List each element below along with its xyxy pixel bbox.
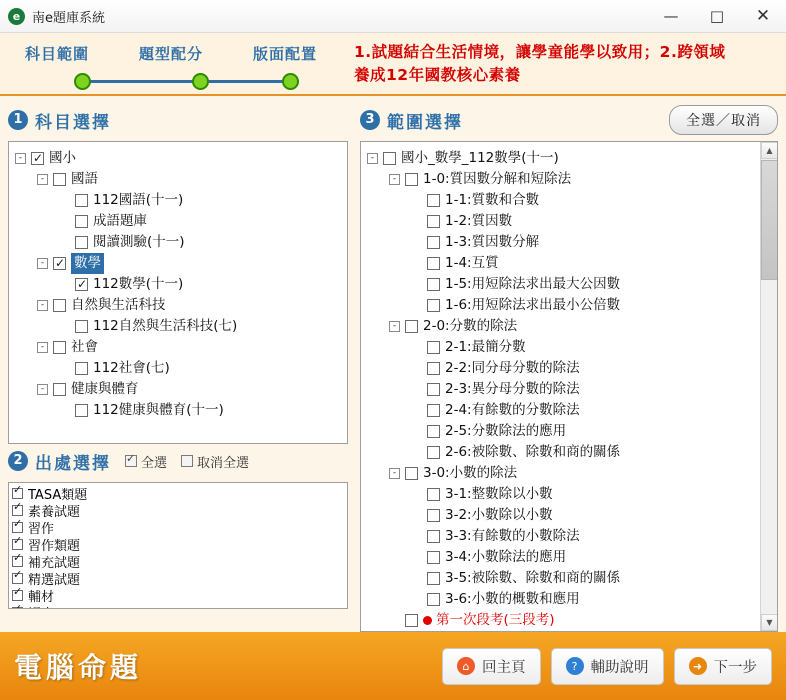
range-tree-panel[interactable]: [360, 141, 778, 632]
range-tree-item-checkbox[interactable]: [427, 257, 440, 270]
tree-line-icon: [59, 195, 70, 206]
range-tree-item-label: 3-2:小數除以小數: [445, 507, 553, 523]
step-track: [82, 80, 290, 83]
source-list-item-checkbox[interactable]: [12, 573, 23, 584]
range-tree-item-node[interactable]: [367, 400, 773, 421]
tree-line-icon: [59, 321, 70, 332]
main-content: [0, 97, 786, 632]
range-tree-item-checkbox[interactable]: [383, 152, 396, 165]
speech-bubble-icon: ?: [566, 657, 584, 675]
range-tree-item-label: 1-3:質因數分解: [445, 234, 540, 250]
range-tree-item-label: 2-5:分數除法的應用: [445, 423, 567, 439]
subject-tree-item-checkbox[interactable]: [53, 299, 66, 312]
subject-tree-item-checkbox[interactable]: [75, 194, 88, 207]
range-tree-item-checkbox[interactable]: [427, 425, 440, 438]
range-tree-item-label: 1-2:質因數: [445, 213, 513, 229]
range-tree-item-node[interactable]: [367, 442, 773, 463]
range-section-header: [360, 103, 778, 137]
expander-icon[interactable]: -: [389, 174, 400, 185]
subject-section-header: [8, 103, 348, 137]
expander-icon[interactable]: -: [389, 321, 400, 332]
range-tree-item-label: 2-6:被除數、除數和商的關係: [445, 444, 621, 460]
range-tree-item-node[interactable]: [367, 358, 773, 379]
source-list-item[interactable]: [12, 519, 347, 536]
range-section-number: 3: [360, 110, 380, 130]
subject-tree-item-label: 112數學(十一): [93, 276, 184, 292]
subject-tree-item-node[interactable]: [15, 295, 343, 316]
tree-line-icon: [389, 615, 400, 626]
source-list-item[interactable]: [12, 604, 347, 609]
subject-tree-item-node[interactable]: [15, 316, 343, 337]
range-tree-item-checkbox[interactable]: [427, 194, 440, 207]
source-list-item[interactable]: [12, 485, 347, 502]
minimize-button[interactable]: —: [663, 7, 679, 25]
range-tree-item-checkbox[interactable]: [427, 530, 440, 543]
range-tree-item-checkbox[interactable]: [427, 488, 440, 501]
range-tree[interactable]: [361, 142, 777, 631]
close-button[interactable]: ✕: [755, 6, 771, 26]
expander-icon[interactable]: -: [367, 153, 378, 164]
range-tree-item-node[interactable]: [367, 316, 773, 337]
range-tree-item-label: 2-1:最簡分數: [445, 339, 526, 355]
range-tree-item-label: 1-6:用短除法求出最小公倍數: [445, 297, 621, 313]
subject-tree-item-checkbox[interactable]: [31, 152, 44, 165]
title-bar: [0, 0, 786, 33]
subject-tree-item-node[interactable]: [15, 253, 343, 274]
subject-tree-item-checkbox[interactable]: [75, 215, 88, 228]
source-list-item-checkbox[interactable]: [12, 522, 23, 533]
range-tree-item-node[interactable]: [367, 148, 773, 169]
arrow-right-icon: ➜: [689, 657, 707, 675]
tree-line-icon: [411, 363, 422, 374]
expander-icon[interactable]: -: [15, 153, 26, 164]
source-select-all-label: 全選: [141, 455, 168, 471]
subject-tree-item-checkbox[interactable]: [53, 257, 66, 270]
subject-tree-item-node[interactable]: [15, 274, 343, 295]
range-tree-item-checkbox[interactable]: [405, 467, 418, 480]
source-list-item-checkbox[interactable]: [12, 505, 23, 516]
window-title: 南e題庫系統: [32, 10, 105, 26]
source-deselect-all-checkbox[interactable]: [181, 455, 193, 467]
range-tree-item-label: 3-1:整數除以小數: [445, 486, 553, 502]
right-column: [360, 103, 778, 632]
help-button-label: 輔助說明: [590, 659, 649, 676]
range-tree-item-label: 2-0:分數的除法: [423, 318, 518, 334]
subject-tree-item-node[interactable]: [15, 358, 343, 379]
subject-tree-item-label: 112社會(七): [93, 360, 170, 376]
range-tree-item-node[interactable]: [367, 589, 773, 610]
step-label-2[interactable]: 題型配分: [138, 45, 203, 63]
source-select-all[interactable]: [125, 452, 167, 471]
range-tree-item-label: 3-5:被除數、除數和商的關係: [445, 570, 621, 586]
subject-tree-item-node[interactable]: [15, 169, 343, 190]
next-step-button[interactable]: [674, 648, 773, 685]
range-tree-item-node[interactable]: [367, 421, 773, 442]
source-section-number: 2: [8, 451, 28, 471]
source-list-item[interactable]: [12, 536, 347, 553]
subject-tree-item-label: 成語題庫: [93, 213, 147, 229]
step-dot-3[interactable]: [282, 73, 299, 90]
subject-tree-item-label: 國小: [49, 150, 76, 166]
range-tree-item-label: 1-5:用短除法求出最大公因數: [445, 276, 621, 292]
range-toggle-all-button[interactable]: 全選／取消: [669, 105, 778, 135]
range-tree-item-checkbox[interactable]: [405, 173, 418, 186]
source-list-item[interactable]: [12, 570, 347, 587]
subject-tree-item-checkbox[interactable]: [75, 404, 88, 417]
source-list[interactable]: [12, 485, 347, 609]
footer-title: 電腦命題: [14, 651, 143, 684]
source-list-item-checkbox[interactable]: [12, 556, 23, 567]
subject-tree-item-node[interactable]: [15, 211, 343, 232]
range-tree-item-node[interactable]: [367, 190, 773, 211]
source-list-item-checkbox[interactable]: [12, 539, 23, 550]
source-list-item-label: 精選試題: [28, 573, 81, 588]
subject-tree-item-label: 112健康與體育(十一): [93, 402, 224, 418]
source-list-item-label: 補充試題: [28, 556, 81, 571]
red-dot-icon: [423, 616, 432, 625]
step-label-3[interactable]: 版面配置: [252, 45, 317, 63]
range-tree-item-label: 1-1:質數和合數: [445, 192, 540, 208]
scroll-up-arrow-icon[interactable]: ▲: [761, 142, 778, 159]
subject-tree-item-checkbox[interactable]: [75, 236, 88, 249]
maximize-button[interactable]: □: [709, 7, 725, 25]
range-tree-item-checkbox[interactable]: [427, 299, 440, 312]
subject-tree-item-node[interactable]: [15, 379, 343, 400]
tree-line-icon: [411, 552, 422, 563]
scrollbar-thumb[interactable]: [761, 160, 778, 280]
source-list-item[interactable]: [12, 553, 347, 570]
subject-tree-item-label: 國語: [71, 171, 98, 187]
range-tree-item-node[interactable]: [367, 337, 773, 358]
range-tree-scrollbar[interactable]: [760, 142, 777, 631]
subject-tree-item-label: 數學: [71, 253, 104, 274]
subject-tree-item-node[interactable]: [15, 337, 343, 358]
subject-tree-item-node[interactable]: [15, 190, 343, 211]
range-tree-item-node[interactable]: [367, 484, 773, 505]
subject-tree-item-node[interactable]: [15, 232, 343, 253]
range-section-title: 範圍選擇: [387, 112, 463, 133]
range-tree-item-label: 第一次段考(三段考): [436, 612, 555, 628]
source-list-item-label: 習作: [28, 522, 55, 537]
range-tree-item-node[interactable]: [367, 505, 773, 526]
tree-line-icon: [411, 489, 422, 500]
tree-line-icon: [411, 237, 422, 248]
range-tree-item-node[interactable]: [367, 295, 773, 316]
range-tree-item-label: 2-2:同分母分數的除法: [445, 360, 580, 376]
source-list-item-checkbox[interactable]: [12, 607, 23, 609]
tree-line-icon: [59, 363, 70, 374]
range-tree-item-label: 1-4:互質: [445, 255, 499, 271]
subject-tree-item-checkbox[interactable]: [53, 341, 66, 354]
tree-line-icon: [59, 237, 70, 248]
range-tree-item-label: 國小_數學_112數學(十一): [401, 150, 559, 166]
range-tree-item-node[interactable]: [367, 274, 773, 295]
subject-tree[interactable]: [9, 142, 347, 443]
expander-icon[interactable]: -: [37, 258, 48, 269]
range-tree-item-label: 2-4:有餘數的分數除法: [445, 402, 580, 418]
range-tree-item-node[interactable]: [367, 211, 773, 232]
range-tree-item-label: 1-0:質因數分解和短除法: [423, 171, 572, 187]
source-list-panel[interactable]: [8, 482, 348, 609]
expander-icon[interactable]: -: [37, 174, 48, 185]
tree-line-icon: [411, 384, 422, 395]
range-tree-item-checkbox[interactable]: [427, 215, 440, 228]
tree-line-icon: [411, 258, 422, 269]
scroll-down-arrow-icon[interactable]: ▼: [761, 614, 778, 631]
source-section-header: [8, 444, 348, 478]
range-tree-item-checkbox[interactable]: [427, 278, 440, 291]
window-controls: [648, 0, 786, 33]
source-list-item-checkbox[interactable]: [12, 590, 23, 601]
range-tree-item-checkbox[interactable]: [427, 509, 440, 522]
tree-line-icon: [411, 510, 422, 521]
tree-line-icon: [411, 426, 422, 437]
tree-line-icon: [59, 216, 70, 227]
range-tree-item-node[interactable]: [367, 547, 773, 568]
expander-icon[interactable]: -: [37, 300, 48, 311]
subject-tree-item-label: 閱讀測驗(十一): [93, 234, 185, 250]
tree-line-icon: [411, 279, 422, 290]
range-tree-item-checkbox[interactable]: [427, 593, 440, 606]
home-icon: ⌂: [457, 657, 475, 675]
home-button[interactable]: [442, 648, 541, 685]
range-tree-item-label: 2-3:異分母分數的除法: [445, 381, 580, 397]
step-dot-1[interactable]: [74, 73, 91, 90]
footer-bar: [0, 632, 786, 700]
subject-tree-item-node[interactable]: [15, 400, 343, 421]
source-list-item-checkbox[interactable]: [12, 488, 23, 499]
source-list-item[interactable]: [12, 587, 347, 604]
range-tree-item-label: 3-0:小數的除法: [423, 465, 518, 481]
promo-banner-line1: 1.試題結合生活情境，讓學童能學以致用；2.跨領域: [354, 42, 726, 61]
home-button-label: 回主頁: [482, 659, 526, 676]
source-section-title: 出處選擇: [35, 453, 111, 474]
subject-tree-item-label: 112國語(十一): [93, 192, 184, 208]
range-tree-item-node[interactable]: [367, 568, 773, 589]
subject-tree-panel[interactable]: [8, 141, 348, 444]
expander-icon[interactable]: -: [389, 468, 400, 479]
range-tree-item-node[interactable]: [367, 232, 773, 253]
range-tree-item-checkbox[interactable]: [427, 551, 440, 564]
source-list-item-label: 習作類題: [28, 539, 81, 554]
range-tree-item-node[interactable]: [367, 610, 773, 631]
source-list-item-label: 輔材: [28, 590, 55, 605]
tree-line-icon: [411, 405, 422, 416]
source-list-item-label: [28, 603, 54, 609]
source-list-item-label: 素養試題: [28, 505, 81, 520]
subject-tree-item-label: 自然與生活科技: [71, 297, 166, 313]
subject-tree-item-checkbox[interactable]: [75, 278, 88, 291]
range-tree-item-checkbox[interactable]: [427, 404, 440, 417]
range-tree-item-checkbox[interactable]: [405, 614, 418, 627]
tree-line-icon: [411, 195, 422, 206]
range-tree-item-checkbox[interactable]: [427, 383, 440, 396]
subject-tree-item-checkbox[interactable]: [75, 320, 88, 333]
next-step-button-label: 下一步: [713, 659, 757, 676]
tree-line-icon: [411, 300, 422, 311]
promo-banner: [342, 41, 786, 87]
range-tree-item-checkbox[interactable]: [427, 236, 440, 249]
range-tree-item-checkbox[interactable]: [427, 446, 440, 459]
subject-section-title: 科目選擇: [35, 112, 111, 133]
tree-line-icon: [411, 216, 422, 227]
range-tree-item-checkbox[interactable]: [427, 572, 440, 585]
range-tree-item-node[interactable]: [367, 379, 773, 400]
tree-line-icon: [411, 594, 422, 605]
range-tree-item-node[interactable]: [367, 463, 773, 484]
subject-tree-item-label: 健康與體育: [71, 381, 139, 397]
source-deselect-all[interactable]: [181, 452, 249, 471]
subject-tree-item-label: 112自然與生活科技(七): [93, 318, 238, 334]
range-tree-item-node[interactable]: [367, 169, 773, 190]
promo-banner-line2: 養成12年國教核心素養: [354, 65, 521, 84]
subject-tree-item-node[interactable]: [15, 148, 343, 169]
step-label-1[interactable]: 科目範圍: [24, 45, 89, 63]
expander-icon[interactable]: -: [37, 342, 48, 353]
subject-tree-item-label: 社會: [71, 339, 98, 355]
range-tree-item-checkbox[interactable]: [427, 341, 440, 354]
help-button[interactable]: [551, 648, 664, 685]
tree-line-icon: [411, 342, 422, 353]
range-tree-item-label: 3-6:小數的概數和應用: [445, 591, 580, 607]
step-indicator: [0, 33, 342, 94]
range-tree-item-checkbox[interactable]: [427, 362, 440, 375]
tree-line-icon: [59, 405, 70, 416]
tree-line-icon: [411, 447, 422, 458]
tree-line-icon: [59, 279, 70, 290]
range-tree-item-label: 3-4:小數除法的應用: [445, 549, 567, 565]
step-banner-strip: [0, 33, 786, 96]
source-list-item-label: TASA類題: [28, 488, 88, 503]
left-column: [8, 103, 348, 632]
step-dot-2[interactable]: [192, 73, 209, 90]
subject-tree-item-checkbox[interactable]: [75, 362, 88, 375]
subject-tree-item-checkbox[interactable]: [53, 383, 66, 396]
range-tree-item-node[interactable]: [367, 526, 773, 547]
source-select-all-checkbox[interactable]: [125, 455, 137, 467]
source-list-item[interactable]: [12, 502, 347, 519]
app-icon: e: [8, 8, 25, 25]
subject-section-number: 1: [8, 110, 28, 130]
expander-icon[interactable]: -: [37, 384, 48, 395]
source-deselect-all-label: 取消全選: [197, 455, 250, 471]
range-tree-item-label: 3-3:有餘數的小數除法: [445, 528, 580, 544]
range-tree-item-node[interactable]: [367, 253, 773, 274]
tree-line-icon: [411, 531, 422, 542]
range-tree-item-checkbox[interactable]: [405, 320, 418, 333]
subject-tree-item-checkbox[interactable]: [53, 173, 66, 186]
tree-line-icon: [411, 573, 422, 584]
